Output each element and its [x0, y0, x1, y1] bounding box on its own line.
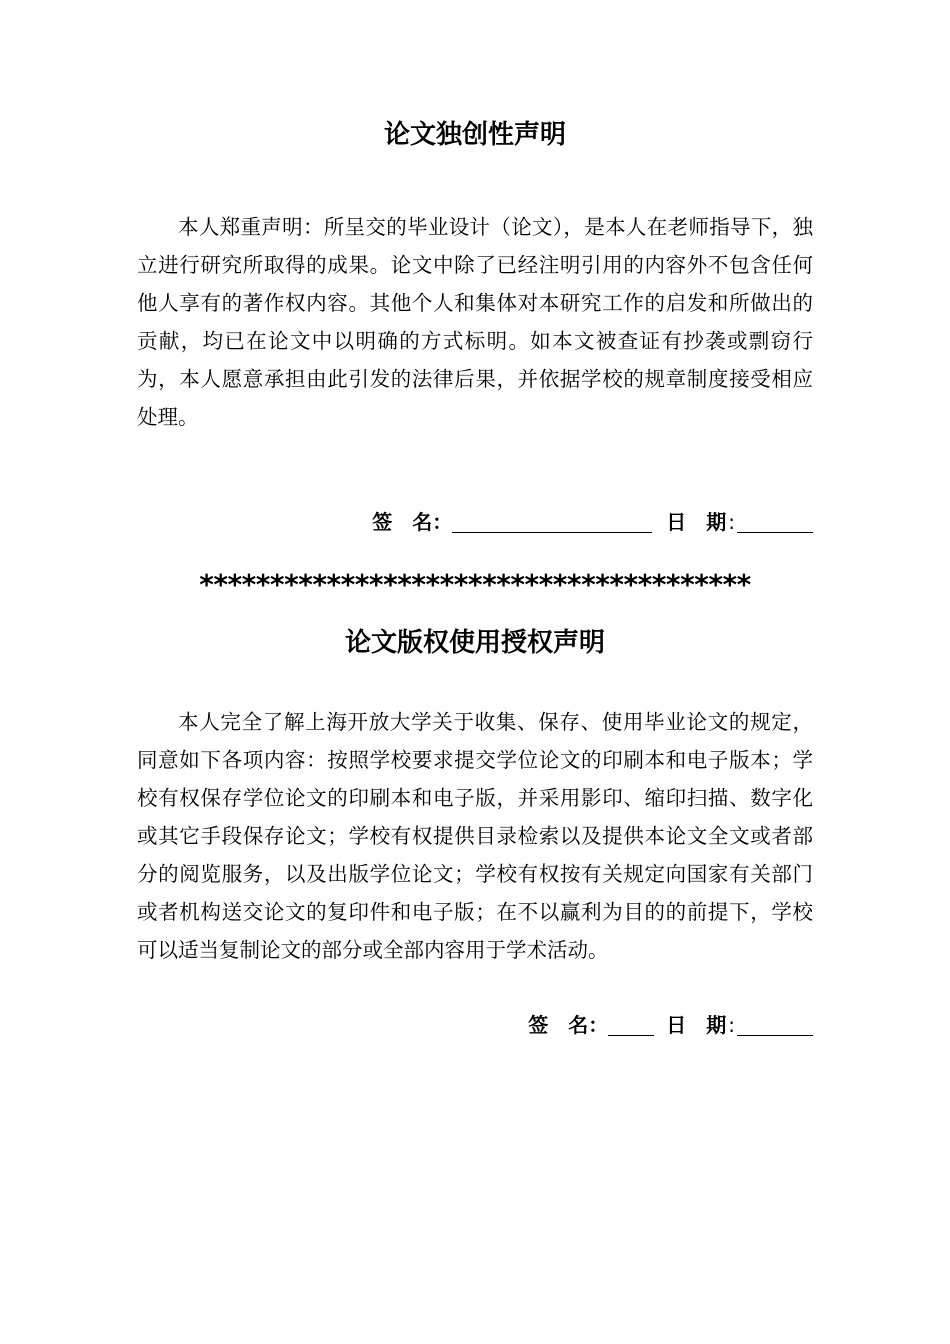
date-colon: :: [728, 510, 735, 534]
signature-label: 签 名：: [528, 1013, 609, 1037]
copyright-signature-row: [528, 1011, 813, 1039]
originality-paragraph: 本人郑重声明：所呈交的毕业设计（论文），是本人在老师指导下，独立进行研究所取得的成果。论文中除了已经注明引用的内容外不包含任何他人享有的著作权内容。其他个人和集体对本研究工作的启发和所做出的贡献，均已在论文中以明确的方式标明。如本文被查证有抄袭或剽窃行为，本人愿意承担由此引发的法律后果，并依据学校的规章制度接受相应处理。: [137, 215, 813, 429]
date-label: 日 期: [666, 1013, 727, 1037]
date-colon: :: [728, 1013, 735, 1037]
separator-line: ***************************************: [199, 568, 751, 601]
signature-label: 签 名：: [372, 510, 453, 534]
copyright-title: 论文版权使用授权声明: [344, 628, 605, 658]
signature-blank: [452, 510, 652, 533]
signature-blank: [608, 1013, 654, 1036]
date-label: 日 期: [666, 510, 727, 534]
date-blank: [737, 510, 813, 533]
copyright-paragraph: 本人完全了解上海开放大学关于收集、保存、使用毕业论文的规定，同意如下各项内容：按照学校要求提交学位论文的印刷本和电子版本；学校有权保存学位论文的印刷本和电子版，并采用影印、缩印扫描、数字化或其它手段保存论文；学校有权提供目录检索以及提供本论文全文或者部分的阅览服务，以及出版学位论文；学校有权按有关规定向国家有关部门或者机构送交论文的复印件和电子版；在不以赢利为目的的前提下，学校可以适当复制论文的部分或全部内容用于学术活动。: [137, 710, 813, 962]
originality-signature-row: [372, 508, 813, 536]
date-blank: [737, 1013, 813, 1036]
originality-title: 论文独创性声明: [383, 120, 566, 150]
